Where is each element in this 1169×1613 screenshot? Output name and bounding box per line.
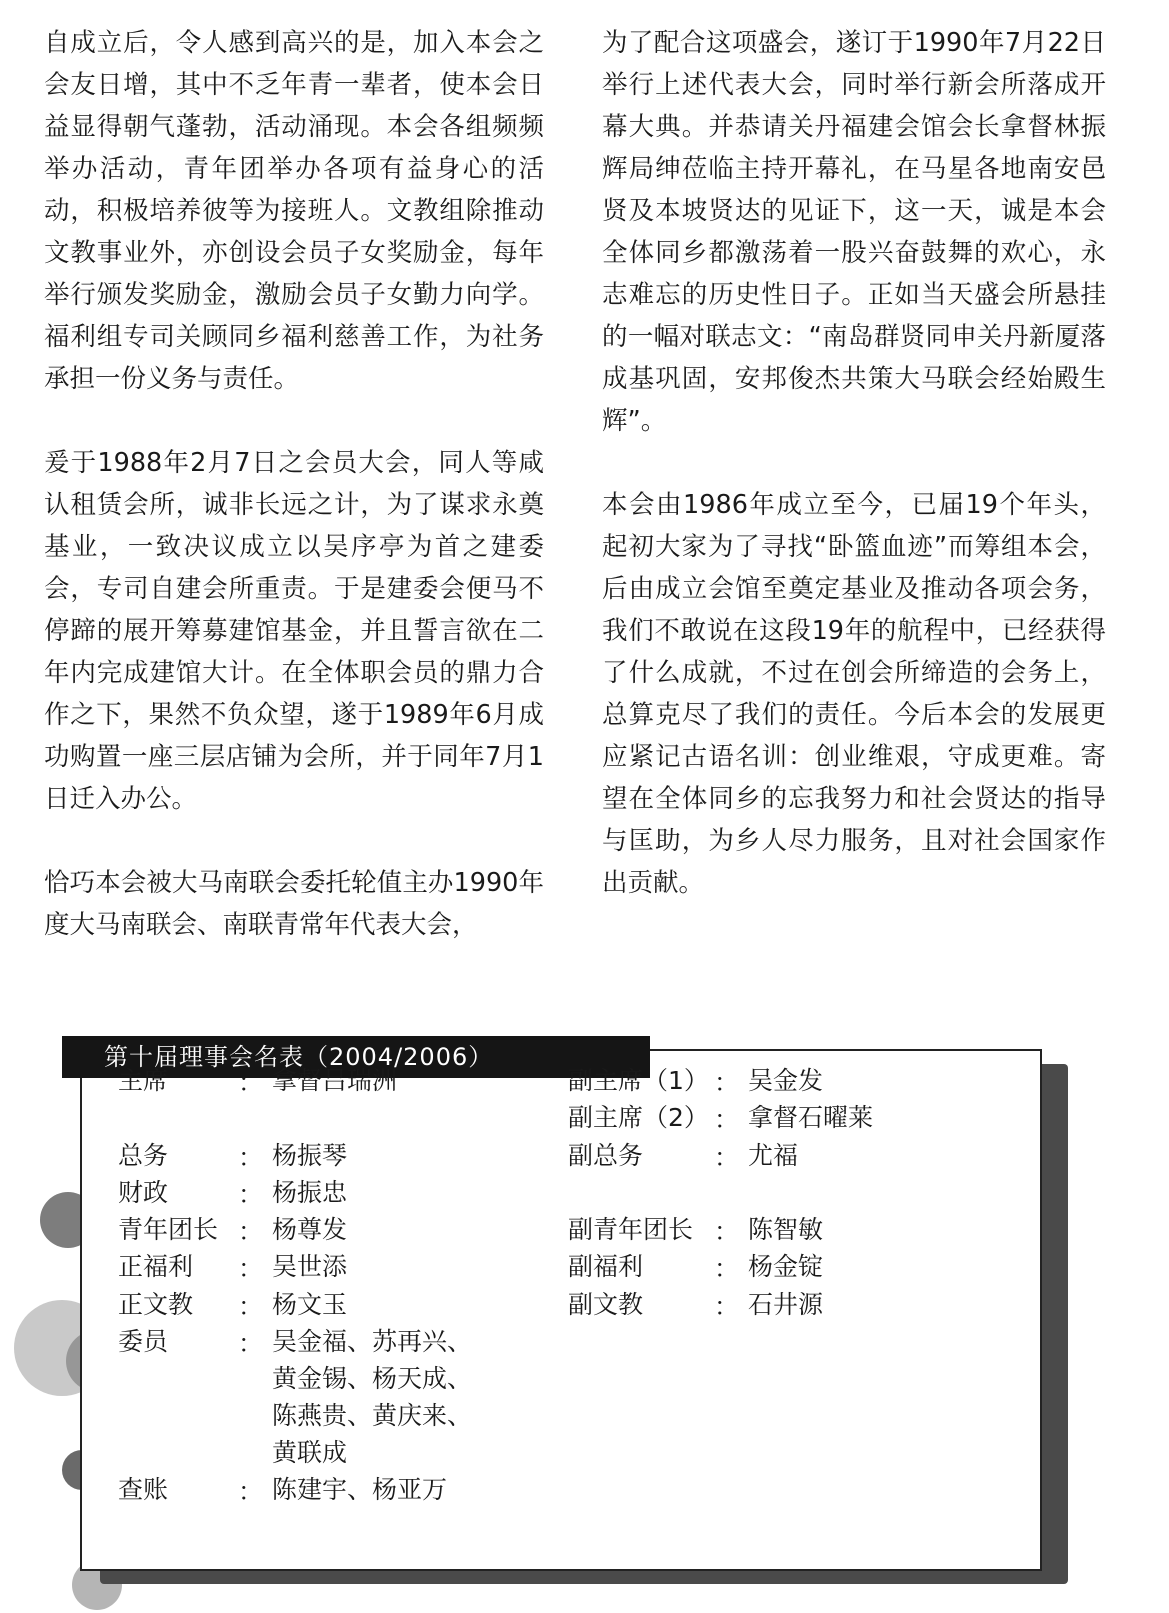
roster-names: 陈建宇、杨亚万 [272, 1475, 448, 1504]
roster-names: 吴金发 [748, 1066, 824, 1095]
paragraph-1: 自成立后，令人感到高兴的是，加入本会之会友日增，其中不乏年青一辈者，使本会日益显得朝气蓬勃，活动涌现。本会各组频频举办活动，青年团举办各项有益身心的活动，积极培养彼等为接班人。文教组除推动文教事业外，亦创设会员子女奖励金，每年举行颁发奖励金，激励会员子女勤力向学。福利组专司关顾同乡福利慈善工作，为社务承担一份义务与责任。 [44, 28, 544, 394]
roster-names: 石井源 [748, 1290, 824, 1319]
paragraph-5: 本会由1986年成立至今，已届19个年头，起初大家为了寻找“卧篮血迹”而筹组本会，后由成立会馆至奠定基业及推动各项会务，我们不敢说在这段19年的航程中，已经获得了什么成就，不过在创会所缔造的会务上，总算克尽了我们的责任。今后本会的发展更应紧记古语名训：创业维艰，守成更难。寄望在全体同乡的忘我努力和社会贤达的指导与匡助，为乡人尽力服务，且对社会国家作出贡献。 [602, 490, 1106, 898]
roster-role: 正文教 [118, 1290, 194, 1319]
roster-names: 杨尊发 [272, 1215, 348, 1244]
roster-colon: ： [714, 1105, 740, 1134]
roster-names: 陈智敏 [748, 1215, 824, 1244]
roster-role: 主席 [118, 1066, 169, 1095]
roster-title: 第十届理事会名表（2004/2006） [62, 1036, 650, 1078]
roster-names: 杨文玉 [272, 1290, 348, 1319]
roster-names: 黄联成 [272, 1438, 348, 1467]
roster-names: 拿督吕瑞洲 [272, 1066, 398, 1095]
paragraph-4: 为了配合这项盛会，遂订于1990年7月22日举行上述代表大会，同时举行新会所落成开幕大典。并恭请关丹福建会馆会长拿督林振辉局绅莅临主持开幕礼，在马星各地南安邑贤及本坡贤达的见证下，这一天，诚是本会全体同乡都激荡着一股兴奋鼓舞的欢心，永志难忘的历史性日子。正如当天盛会所悬挂的一幅对联志文：“南岛群贤同申关丹新厦落成基巩固，安邦俊杰共策大马联会经始殿生辉”。 [602, 28, 1106, 436]
roster-colon: ： [238, 1143, 264, 1172]
roster-names: 黄金锡、杨天成、 [272, 1364, 473, 1393]
roster-role: 正福利 [118, 1252, 194, 1281]
roster-colon: ： [238, 1477, 264, 1506]
roster-colon: ： [714, 1254, 740, 1283]
roster-role: 副总务 [568, 1141, 644, 1170]
roster-role: 总务 [118, 1141, 169, 1170]
roster-role: 副青年团长 [568, 1215, 694, 1244]
roster-names: 陈燕贵、黄庆来、 [272, 1401, 473, 1430]
roster-role: 财政 [118, 1178, 169, 1207]
roster-colon: ： [238, 1254, 264, 1283]
roster-names: 杨振琴 [272, 1141, 348, 1170]
article-right-column [602, 22, 1106, 946]
roster-names: 吴金福、苏再兴、 [272, 1327, 473, 1356]
roster-colon: ： [714, 1143, 740, 1172]
roster-role: 副福利 [568, 1252, 644, 1281]
roster-colon: ： [238, 1068, 264, 1097]
roster-colon: ： [238, 1217, 264, 1246]
roster-role: 副文教 [568, 1290, 644, 1319]
roster-names: 拿督石曜莱 [748, 1103, 874, 1132]
roster-colon: ： [714, 1292, 740, 1321]
roster-role: 青年团长 [118, 1215, 219, 1244]
roster-colon: ： [238, 1180, 264, 1209]
roster-colon: ： [238, 1329, 264, 1358]
paragraph-3: 恰巧本会被大马南联会委托轮值主办1990年度大马南联会、南联青常年代表大会， [44, 868, 544, 940]
paragraph-2: 爰于1988年2月7日之会员大会，同人等咸认租赁会所，诚非长远之计，为了谋求永奠基业，一致决议成立以吴序亭为首之建委会，专司自建会所重责。于是建委会便马不停蹄的展开筹募建馆基金，并且誓言欲在二年内完成建馆大计。在全体职会员的鼎力合作之下，果然不负众望，遂于1989年6月成功购置一座三层店铺为会所，并于同年7月1日迁入办公。 [44, 448, 544, 814]
roster-names: 尤福 [748, 1141, 799, 1170]
roster-colon: ： [714, 1217, 740, 1246]
roster-role: 副主席（1） [568, 1066, 709, 1095]
article-left-column [44, 22, 544, 988]
roster-colon: ： [714, 1068, 740, 1097]
roster-role: 委员 [118, 1327, 169, 1356]
roster-role: 查账 [118, 1475, 169, 1504]
roster-colon: ： [238, 1292, 264, 1321]
roster-role: 副主席（2） [568, 1103, 709, 1132]
roster-names: 吴世添 [272, 1252, 348, 1281]
roster-names: 杨振忠 [272, 1178, 348, 1207]
roster-names: 杨金锭 [748, 1252, 824, 1281]
